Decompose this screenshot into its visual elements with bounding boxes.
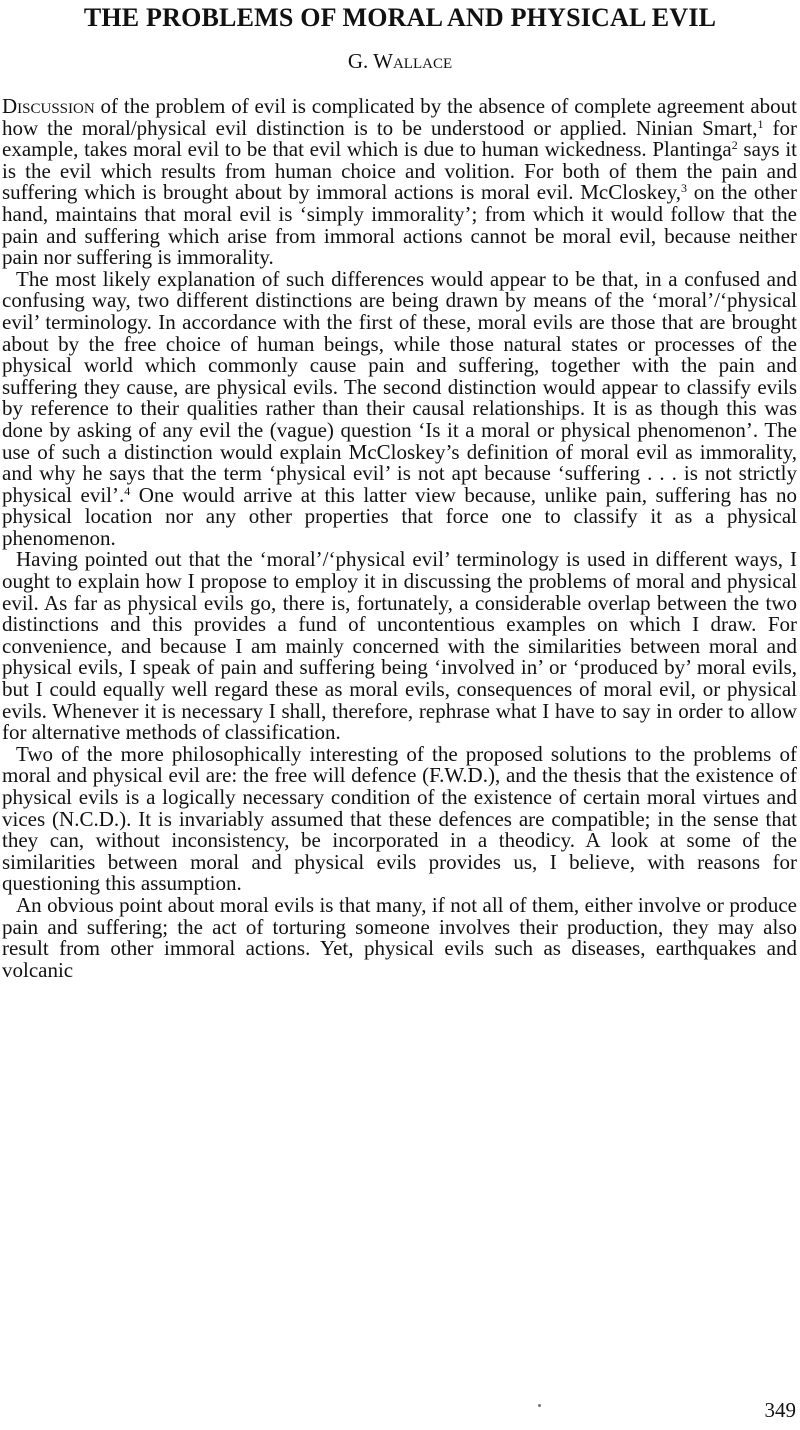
footnote-marker[interactable]: 1 bbox=[757, 116, 764, 131]
paragraph-4: Two of the more philosophically interesting of the proposed solutions to the problems of moral and physical evil are: the free will defence (F.W.D.), and the thesis that the existence of physical evils is a logically necessary condition of the existence of certain moral virtues and vices (N.C.D.). It is invariably assumed that these defences are compatible; in the sense that they can, without inconsistency, be incorporated in a theodicy. A look at some of the similarities between moral and physical evils provides us, I believe, with reasons for questioning this assumption. bbox=[2, 741, 797, 896]
page-number: 349 bbox=[764, 1398, 796, 1422]
paragraph-5: An obvious point about moral evils is that many, if not all of them, either involve or produce pain and suffering; the act of torturing someone involves their production, they may also result from other immoral actions. Yet, physical evils such as diseases, earthquakes and volcanic bbox=[2, 892, 797, 982]
paragraph-1: Discussion of the problem of evil is complicated by the absence of complete agreement about how the moral/physical evil distinction is to be understood or applied. Ninian Smart,$^1$ for example, takes moral evil to be that evil which is due to human wickedness. Plantinga$^2$ says it is the evil which results from human choice and volition. For both of them the pain and suffering which is brought about by immoral actions is moral evil. McCloskey,$^3$ on the other hand, maintains that moral evil is ‘simply immorality’; from which it would follow that the pain and suffering which arise from immoral actions cannot be moral evil, because neither pain nor suffering is immorality. bbox=[2, 94, 797, 270]
article-body bbox=[2, 96, 797, 981]
paragraph-2: The most likely explanation of such differences would appear to be that, in a confused and confusing way, two different distinctions are being drawn by means of the ‘moral’/‘physical evil’ terminology. In accordance with the first of these, moral evils are those that are brought about by the free choice of human beings, while those natural states or processes of the physical world which commonly cause pain and suffering, together with the pain and suffering they cause, are physical evils. The second distinction would appear to classify evils by reference to their qualities rather than their causal relationships. It is as though this was done by asking of any evil the (vague) question ‘Is it a moral or physical phenomenon’. The use of such a distinction would explain McCloskey’s definition of moral evil as immorality, and why he says that the term ‘physical evil’ is not apt because ‘suffering . . . is not strictly physical evil’.$^4$ One would arrive at this latter view because, unlike pain, suffering has no physical location nor any other properties that force one to classify it as a physical phenomenon. bbox=[2, 266, 797, 550]
article-title: THE PROBLEMS OF MORAL AND PHYSICAL EVIL bbox=[83, 3, 717, 32]
lead-word: Discussion bbox=[2, 94, 95, 118]
footnote-marker[interactable]: 2 bbox=[731, 138, 738, 153]
article-author: G. Wallace bbox=[347, 49, 453, 73]
print-speck bbox=[538, 1404, 541, 1407]
paragraph-3: Having pointed out that the ‘moral’/‘physical evil’ terminology is used in different ways, I ought to explain how I propose to employ it in discussing the problems of moral and physical evil. As far as physical evils go, there is, fortunately, a considerable overlap between the two distinctions and this provides a fund of uncontentious examples on which I draw. For convenience, and because I am mainly concerned with the similarities between moral and physical evils, I speak of pain and suffering being ‘involved in’ or ‘produced by’ moral evils, but I could equally well regard these as moral evils, consequences of moral evil, or physical evils. Whenever it is necessary I shall, therefore, rephrase what I have to say in order to allow for alternative methods of classification. bbox=[2, 547, 797, 745]
footnote-marker[interactable]: 3 bbox=[680, 181, 687, 196]
footnote-marker[interactable]: 4 bbox=[124, 483, 131, 498]
